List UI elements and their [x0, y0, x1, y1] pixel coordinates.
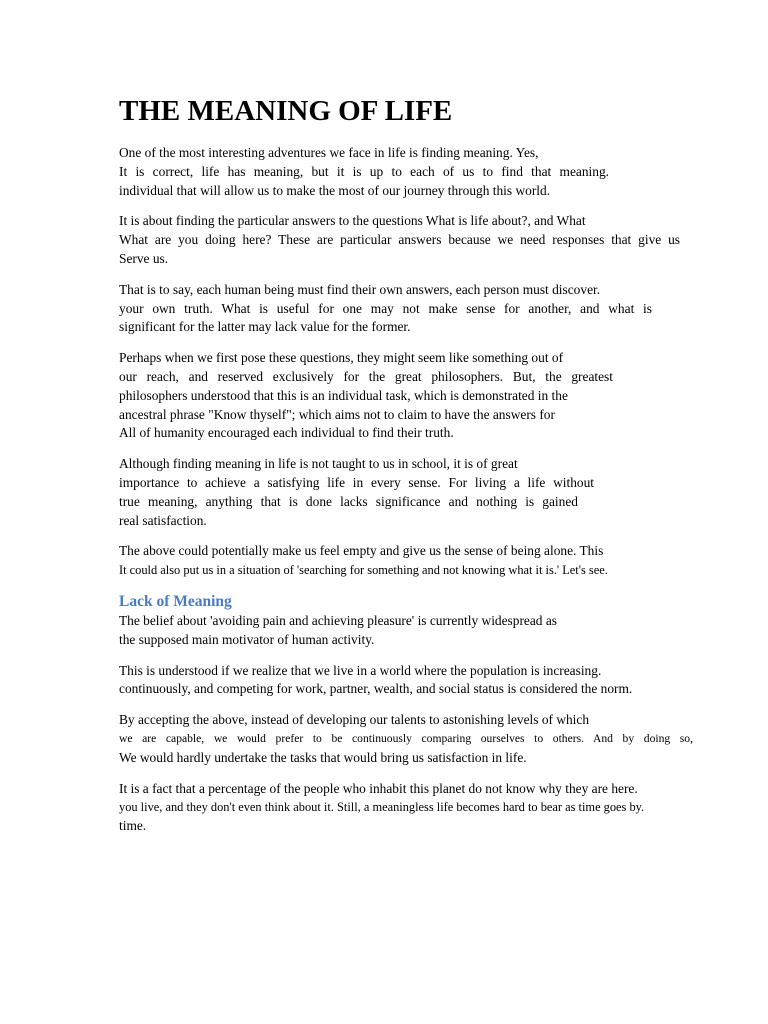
paragraph-philosophers	[119, 349, 613, 443]
text-line: The belief about 'avoiding pain and achieving pleasure' is currently widespread as	[119, 612, 558, 628]
paragraph-belief	[119, 612, 591, 650]
text-line: importance to achieve a satisfying life in every sense. For living a life without	[119, 474, 594, 490]
text-line: we are capable, we would prefer to be continuously comparing ourselves to others. And by doing so,	[119, 731, 693, 745]
paragraph-questions	[119, 212, 680, 268]
text-line: philosophers understood that this is an individual task, which is demonstrated in the	[119, 387, 568, 403]
document-page	[119, 92, 697, 848]
text-line: Serve us.	[119, 250, 169, 266]
text-line: We would hardly undertake the tasks that would bring us satisfaction in life.	[119, 749, 527, 765]
paragraph-own-answers	[119, 281, 652, 337]
text-line: It is a fact that a percentage of the people who inhabit this planet do not know why they are here.	[119, 780, 638, 796]
paragraph-intro	[119, 144, 609, 200]
text-line: you live, and they don't even think about it. Still, a meaningless life becomes hard to bear as time goes by.	[119, 800, 645, 815]
paragraph-population	[119, 662, 659, 700]
paragraph-talents	[119, 711, 693, 767]
text-line: Perhaps when we first pose these questions, they might seem like something out of	[119, 350, 564, 366]
text-line: real satisfaction.	[119, 512, 207, 528]
text-line: That is to say, each human being must find their own answers, each person must discover.	[119, 281, 601, 297]
paragraph-empty	[119, 542, 646, 580]
text-line: All of humanity encouraged each individual to find their truth.	[119, 425, 454, 441]
text-line: your own truth. What is useful for one may not make sense for another, and what is	[119, 300, 652, 316]
text-line: It is correct, life has meaning, but it is up to each of us to find that meaning.	[119, 163, 609, 179]
text-line: By accepting the above, instead of developing our talents to astonishing levels of which	[119, 712, 590, 728]
text-line: continuously, and competing for work, partner, wealth, and social status is considered the norm.	[119, 681, 633, 697]
text-line: The above could potentially make us feel empty and give us the sense of being alone. This	[119, 543, 604, 559]
paragraph-fact	[119, 780, 697, 836]
text-line: Although finding meaning in life is not taught to us in school, it is of great	[119, 456, 518, 472]
paragraph-school	[119, 455, 594, 530]
text-line: time.	[119, 818, 147, 834]
text-line: This is understood if we realize that we live in a world where the population is increasing.	[119, 662, 602, 678]
section-heading: Lack of Meaning	[119, 592, 232, 610]
text-line: true meaning, anything that is done lacks significance and nothing is gained	[119, 493, 578, 509]
text-line: significant for the latter may lack value for the former.	[119, 319, 411, 335]
text-line: What are you doing here? These are particular answers because we need responses that give us	[119, 232, 680, 248]
text-line: the supposed main motivator of human activity.	[119, 631, 375, 647]
text-line: One of the most interesting adventures we face in life is finding meaning. Yes,	[119, 145, 539, 160]
text-line: individual that will allow us to make the most of our journey through this world.	[119, 182, 551, 198]
document-title: THE MEANING OF LIFE	[119, 95, 453, 127]
text-line: ancestral phrase "Know thyself"; which aims not to claim to have the answers for	[119, 406, 555, 422]
text-line: our reach, and reserved exclusively for the great philosophers. But, the greatest	[119, 368, 613, 384]
text-line: It is about finding the particular answers to the questions What is life about?, and What	[119, 213, 586, 229]
text-line: It could also put us in a situation of 'searching for something and not knowing what it is.' Let's see.	[119, 563, 608, 578]
